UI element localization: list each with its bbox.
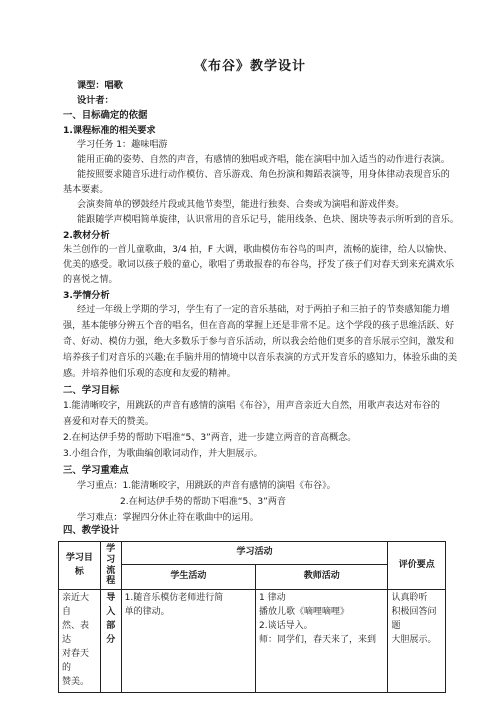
row-goal-cell: 亲近大自 然、表达 对春天的 赞美。 bbox=[59, 590, 101, 693]
table-header-row bbox=[59, 542, 446, 565]
header-student: 学生活动 bbox=[121, 564, 255, 589]
key-point-2: 2.在柯达伊手势的帮助下唱准“5、3”两音 bbox=[120, 497, 287, 507]
teaching-design-table bbox=[58, 541, 446, 693]
learner-line: 奇、好动、模仿力强，绝大多数乐于参与音乐活动，所以我会给他们更多的音乐展示空间，激发和 bbox=[63, 337, 455, 347]
section-1-2-heading: 2.教材分析 bbox=[63, 230, 110, 241]
course-type: 课型：唱歌 bbox=[77, 80, 123, 91]
difficulty: 学习难点：掌握四分休止符在歌曲中的运用。 bbox=[77, 513, 259, 523]
section-3-heading: 三、学习重难点 bbox=[63, 465, 129, 476]
section-2-heading: 二、学习目标 bbox=[63, 385, 120, 396]
learner-line: 培养孩子们对音乐的兴趣;在手脑并用的情境中以音乐表演的方式开发音乐的感知力，体验乐曲的美 bbox=[63, 353, 458, 363]
goal-line: 1.能清晰咬字，用跳跃的声音有感情的演唱《布谷》，用声音亲近大自然，用歌声表达对布谷的 bbox=[63, 401, 440, 411]
key-point: 学习重点：1.能清晰咬字，用跳跃的声音有感情的演唱《布谷》。 bbox=[77, 481, 336, 491]
goal-line: 2.在柯达伊手势的帮助下唱准“5、3”两音，进一步建立两音的音高概念。 bbox=[63, 433, 357, 443]
standard-line: 能按照要求随音乐进行动作模仿、音乐游戏、角色扮演和舞蹈表演等，用身体律动表现音乐的 bbox=[77, 170, 450, 180]
learner-line: 经过一年级上学期的学习，学生有了一定的音乐基础，对于两拍子和三拍子的节奏感知能力增 bbox=[77, 305, 450, 315]
standard-line: 能用正确的姿势、自然的声音，有感情的独唱或齐唱，能在演唱中加入适当的动作进行表演。 bbox=[77, 155, 450, 165]
material-line: 优美的感受。歌词以孩子般的童心，歌唱了勇敢报春的布谷鸟，抒发了孩子们对春天到来充满欢乐 bbox=[63, 260, 455, 270]
standard-line: 会演奏简单的锣鼓经片段或其他节奏型，能进行独奏、合奏或为演唱和游戏伴奏。 bbox=[77, 200, 405, 210]
designer: 设计者： bbox=[77, 95, 114, 106]
header-eval: 评价要点 bbox=[388, 542, 446, 590]
learner-line: 感。并培养他们乐观的态度和友爱的精神。 bbox=[63, 369, 236, 379]
header-goal: 学习目标 bbox=[59, 542, 101, 590]
learner-line: 强，基本能够分辨五个音的唱名，但在音高的掌握上还是非常不足。这个学段的孩子思维活跃、好 bbox=[63, 321, 455, 331]
table-row bbox=[59, 590, 446, 693]
task-line: 学习任务 1：趣味唱游 bbox=[77, 140, 168, 150]
material-line: 朱兰创作的一首儿童歌曲，3/4 拍，F 大调，歌曲模仿布谷鸟的叫声，流畅的旋律，给人以愉快、 bbox=[63, 245, 453, 255]
goal-line: 3.小组合作，为歌曲编创歌词动作，并大胆展示。 bbox=[63, 449, 263, 459]
row-teacher-cell: 1 律动 播放儿歌《嘀哩嘀哩》 2.谈话导入。 师：同学们，春天来了，来到 bbox=[256, 590, 388, 693]
header-flow: 学 习 流 程 bbox=[100, 542, 121, 590]
section-4-heading: 四、教学设计 bbox=[63, 525, 120, 536]
standard-line: 能跟随学声模唱简单旋律，认识常用的音乐记号，能用线条、色块、图块等表示所听到的音乐。 bbox=[77, 215, 459, 225]
material-line: 的喜悦之情。 bbox=[63, 275, 118, 285]
row-eval-cell: 认真聆听 积极回答问题 大胆展示。 bbox=[388, 590, 446, 693]
section-1-1-heading: 1.课程标准的相关要求 bbox=[63, 125, 156, 136]
header-activity: 学习活动 bbox=[121, 542, 388, 565]
row-flow-cell: 导 入 部 分 bbox=[100, 590, 121, 693]
goal-line: 喜爱和对春天的赞美。 bbox=[63, 417, 154, 427]
page-title: 《布谷》教学设计 bbox=[193, 59, 306, 74]
header-teacher: 教师活动 bbox=[256, 564, 388, 589]
row-student-cell: 1.随音乐模仿老师进行简 单的律动。 bbox=[121, 590, 255, 693]
standard-line: 基本要素。 bbox=[63, 185, 109, 195]
section-1-3-heading: 3.学情分析 bbox=[63, 290, 110, 301]
section-1-heading: 一、目标确定的依据 bbox=[63, 110, 148, 121]
